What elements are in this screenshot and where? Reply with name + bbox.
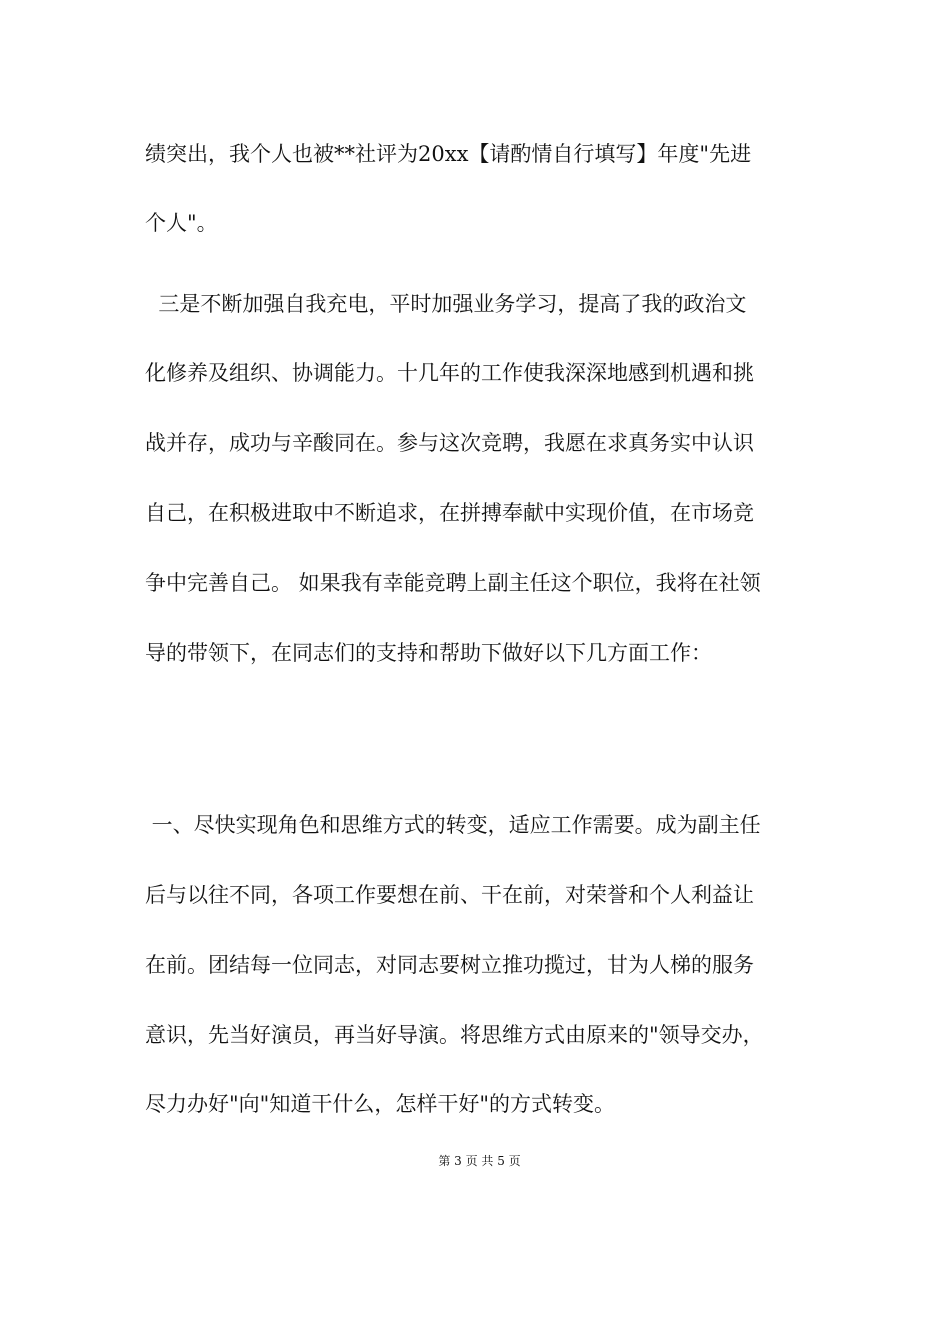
paragraph-line: 后与以往不同，各项工作要想在前、干在前，对荣誉和个人利益让: [145, 883, 754, 907]
paragraph-line: 一、尽快实现角色和思维方式的转变，适应工作需要。成为副主任: [145, 813, 761, 837]
paragraph-line: 意识，先当好演员，再当好导演。将思维方式由原来的"领导交办，: [145, 1023, 764, 1047]
paragraph-line: 个人"。: [145, 211, 218, 235]
paragraph-line: 自己，在积极进取中不断追求，在拼搏奉献中实现价值，在市场竞: [145, 501, 754, 525]
paragraph-line: 尽力办好"向"知道干什么，怎样干好"的方式转变。: [145, 1092, 615, 1116]
paragraph-line: 导的带领下，在同志们的支持和帮助下做好以下几方面工作：: [145, 641, 712, 665]
paragraph-line: 战并存，成功与辛酸同在。参与这次竞聘，我愿在求真务实中认识: [145, 431, 754, 455]
paragraph-line: 争中完善自己。 如果我有幸能竞聘上副主任这个职位，我将在社领: [145, 571, 761, 595]
paragraph-line: 化修养及组织、协调能力。十几年的工作使我深深地感到机遇和挑: [145, 361, 754, 385]
paragraph-line: 三是不断加强自我充电，平时加强业务学习，提高了我的政治文: [145, 292, 747, 316]
paragraph-line: 绩突出，我个人也被**社评为20xx【请酌情自行填写】年度"先进: [145, 142, 752, 166]
page-number-footer: 第 3 页 共 5 页: [438, 1154, 521, 1168]
paragraph-line: 在前。团结每一位同志，对同志要树立推功揽过，甘为人梯的服务: [145, 953, 754, 977]
